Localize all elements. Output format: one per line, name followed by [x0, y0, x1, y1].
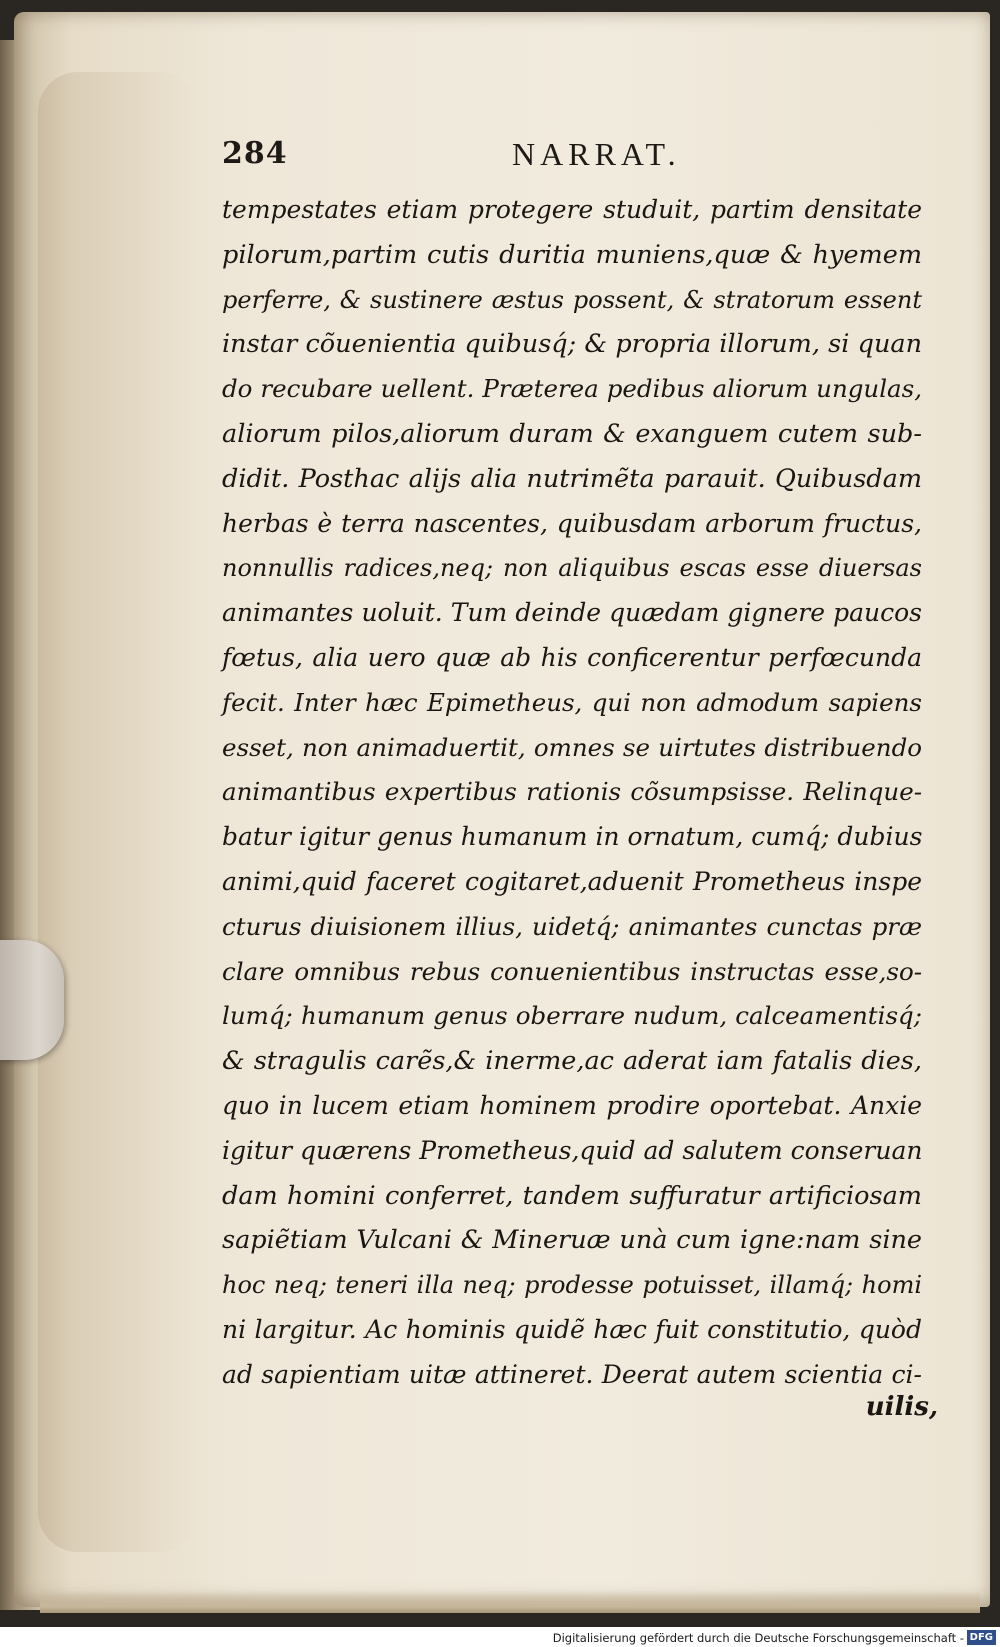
text-line: ad sapientiam uitæ attineret. Deerat autem scientia ci- — [222, 1359, 922, 1389]
text-line: batur igitur genus humanum in ornatum, cumq́; dubius — [222, 822, 923, 852]
text-line: herbas è terra nascentes, quibusdam arborum fructus, — [222, 508, 922, 538]
text-line: animantes uoluit. Tum deinde quædam gignere paucos — [222, 598, 922, 628]
text-line: dam homini conferret, tandem suffuratur artificiosam — [222, 1180, 922, 1211]
body-text — [222, 188, 922, 1398]
funding-credit: Digitalisierung gefördert durch die Deutsche Forschungsgemeinschaft - — [552, 1631, 964, 1645]
page-number: 284 — [222, 136, 288, 171]
catchword: uilis, — [865, 1392, 938, 1422]
text-line: aliorum pilos,aliorum duram & exanguem cutem sub- — [222, 418, 922, 449]
running-head: NARRAT. — [512, 136, 681, 172]
text-line: ni largitur. Ac hominis quidẽ hæc fuit constitutio, quòd — [222, 1314, 922, 1344]
text-line: fœtus, alia uero quæ ab his conficerentur perfœcunda — [222, 642, 922, 672]
text-line: lumq́; humanum genus oberrare nudum, calceamentisq́; — [222, 1001, 922, 1031]
text-line: nonnullis radices,neq; non aliquibus escas esse diuersas — [222, 554, 922, 583]
text-line: clare omnibus rebus conuenientibus instructas esse,so- — [222, 956, 922, 986]
text-line: pilorum,partim cutis duritia muniens,quæ & hyemem — [222, 239, 922, 270]
page-bottom-edge — [40, 1591, 980, 1613]
page-header — [222, 136, 940, 176]
text-line: igitur quærens Prometheus,quid ad salutem conseruan — [222, 1135, 923, 1165]
text-line: perferre, & sustinere æstus possent, & stratorum essent — [222, 285, 922, 314]
text-line: & stragulis carẽs,& inerme,ac aderat iam fatalis dies, — [222, 1046, 922, 1077]
page-clip — [0, 940, 64, 1060]
text-line: hoc neq; teneri illa neq; prodesse potuisset, illamq́; homi — [222, 1271, 922, 1300]
page-stain — [38, 72, 198, 1552]
digitization-footer — [0, 1627, 1000, 1647]
text-line: tempestates etiam protegere studuit, partim densitate — [222, 195, 922, 224]
text-line: didit. Posthac alijs alia nutrimẽta parauit. Quibusdam — [222, 463, 922, 494]
text-line: cturus diuisionem illius, uidetq́; animantes cunctas præ — [222, 911, 922, 941]
text-line: animi,quid faceret cogitaret,aduenit Prometheus inspe — [222, 866, 922, 896]
text-line: fecit. Inter hæc Epimetheus, qui non admodum sapiens — [222, 687, 922, 717]
text-line: animantibus expertibus rationis cõsumpsisse. Relinque- — [222, 777, 922, 807]
text-line: sapiẽtiam Vulcani & Mineruæ unà cum igne:nam sine — [222, 1225, 922, 1256]
dfg-logo: DFG — [967, 1630, 996, 1645]
text-line: instar cõuenientia quibusq́; & propria illorum, si quan — [222, 329, 922, 360]
text-line: esset, non animaduertit, omnes se uirtutes distribuendo — [222, 732, 922, 762]
text-line: do recubare uellent. Præterea pedibus aliorum ungulas, — [222, 374, 922, 404]
text-line: quo in lucem etiam hominem prodire oportebat. Anxie — [222, 1090, 922, 1120]
